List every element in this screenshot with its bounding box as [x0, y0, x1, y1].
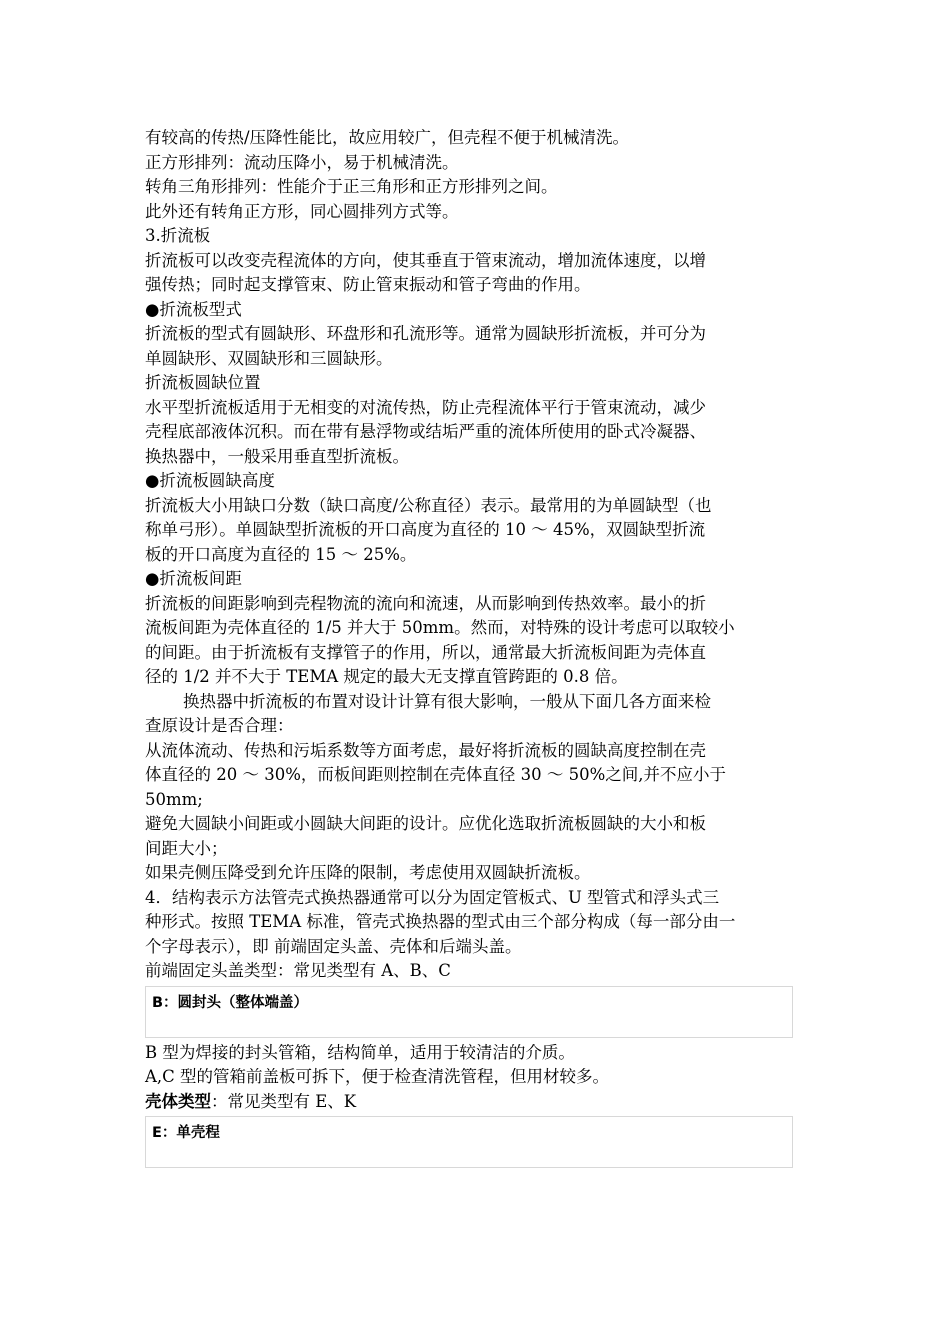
text-line: 折流板大小用缺口分数（缺口高度/公称直径）表示。最常用的为单圆缺型（也: [145, 495, 712, 515]
bullet-heading: ●折流板型式: [145, 299, 242, 319]
text-line: 板的开口高度为直径的 15 ～ 25%。: [145, 544, 417, 564]
text-line: B 型为焊接的封头管箱，结构简单，适用于较清洁的介质。: [145, 1042, 575, 1062]
text-line: 50mm;: [145, 789, 203, 809]
text-line: 径的 1/2 并不大于 TEMA 规定的最大无支撑直管跨距的 0.8 倍。: [145, 667, 628, 686]
bullet-heading: ●折流板圆缺高度: [145, 471, 275, 490]
text-line: 的间距。由于折流板有支撑管子的作用，所以，通常最大折流板间距为壳体直: [145, 642, 706, 662]
text-line: 正方形排列：流动压降小，易于机械清洗。: [145, 152, 459, 172]
text-line: 个字母表示），即 前端固定头盖、壳体和后端头盖。: [145, 936, 522, 956]
text-line: 折流板的型式有圆缺形、环盘形和孔流形等。通常为圆缺形折流板，并可分为: [145, 324, 706, 343]
text-line: 前端固定头盖类型：常见类型有 A、B、C: [145, 961, 451, 980]
text-line: 折流板的间距影响到壳程物流的流向和流速，从而影响到传热效率。最小的折: [145, 593, 706, 613]
text-line: 水平型折流板适用于无相变的对流传热，防止壳程流体平行于管束流动，减少: [145, 397, 706, 417]
text-line: 如果壳侧压降受到允许压降的限制，考虑使用双圆缺折流板。: [145, 863, 591, 882]
text-line: 体直径的 20 ～ 30%，而板间距则控制在壳体直径 30 ～ 50%之间,并不应小于: [145, 765, 727, 784]
text-line: 壳程底部液体沉积。而在带有悬浮物或结垢严重的流体所使用的卧式冷凝器、: [145, 422, 706, 441]
text-line: 换热器中折流板的布置对设计计算有很大影响，一般从下面几各方面来检: [183, 691, 711, 711]
figure-box-label: B：圆封头（整体端盖）: [152, 994, 309, 1011]
text-line: 4．结构表示方法管壳式换热器通常可以分为固定管板式、U 型管式和浮头式三: [145, 887, 720, 907]
text-line: 有较高的传热/压降性能比，故应用较广，但壳程不便于机械清洗。: [145, 128, 630, 147]
text-line: 流板间距为壳体直径的 1/5 并大于 50mm。然而，对特殊的设计考虑可以取较小: [145, 618, 735, 637]
section-heading: 3.折流板: [145, 226, 211, 245]
shell-type-line: [145, 1090, 810, 1115]
text-line: 单圆缺形、双圆缺形和三圆缺形。: [145, 348, 393, 368]
text-line: 换热器中，一般采用垂直型折流板。: [145, 446, 409, 466]
text-line: A,C 型的管箱前盖板可拆下，便于检查清洗管程，但用材较多。: [145, 1067, 610, 1086]
shell-type-text: ：常见类型有 E、K: [211, 1091, 357, 1111]
shell-type-heading: 壳体类型: [145, 1091, 211, 1111]
text-line: 强传热；同时起支撑管束、防止管束振动和管子弯曲的作用。: [145, 275, 591, 294]
text-line: 查原设计是否合理：: [145, 716, 294, 735]
text-line: 此外还有转角正方形，同心圆排列方式等。: [145, 201, 459, 221]
figure-box-front-head: [145, 986, 793, 1038]
figure-box-shell: [145, 1116, 793, 1168]
text-line: 间距大小；: [145, 838, 228, 858]
document-page: [145, 126, 810, 1171]
text-line: 转角三角形排列：性能介于正三角形和正方形排列之间。: [145, 177, 558, 196]
subheading: 折流板圆缺位置: [145, 373, 261, 392]
bullet-heading: ●折流板间距: [145, 569, 242, 588]
text-line: 避免大圆缺小间距或小圆缺大间距的设计。应优化选取折流板圆缺的大小和板: [145, 814, 706, 833]
figure-box-label: E：单壳程: [152, 1125, 220, 1141]
text-line: 从流体流动、传热和污垢系数等方面考虑，最好将折流板的圆缺高度控制在壳: [145, 740, 706, 760]
text-line: 折流板可以改变壳程流体的方向，使其垂直于管束流动，增加流体速度，以增: [145, 250, 706, 270]
text-line: 称单弓形）。单圆缺型折流板的开口高度为直径的 10 ～ 45%，双圆缺型折流: [145, 520, 706, 539]
text-line: 种形式。按照 TEMA 标准，管壳式换热器的型式由三个部分构成（每一部分由一: [145, 912, 736, 931]
